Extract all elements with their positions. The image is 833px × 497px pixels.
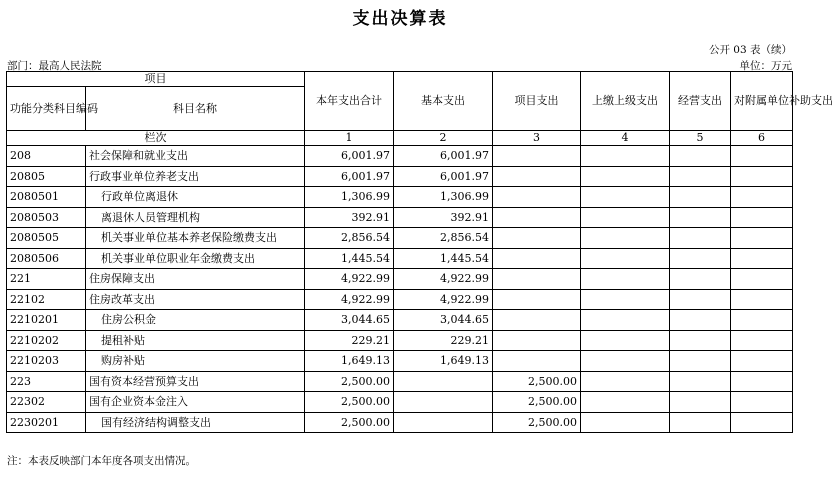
row-total: 4,922.99 [305,269,394,290]
row-project [493,166,581,187]
table-row [7,310,793,331]
row-project: 2,500.00 [493,392,581,413]
row-project [493,330,581,351]
row-subsidy [731,207,793,228]
index-label: 栏次 [7,131,305,146]
row-project [493,248,581,269]
row-total: 2,856.54 [305,228,394,249]
row-name: 住房公积金 [86,310,305,331]
header-business: 经营支出 [670,72,731,131]
row-project [493,146,581,167]
header-project: 项目支出 [493,72,581,131]
row-subsidy [731,248,793,269]
header-subsidy: 对附属单位补助支出 [731,72,793,131]
table-body [7,146,793,433]
row-remit [581,166,670,187]
row-remit [581,310,670,331]
row-project [493,187,581,208]
row-subsidy [731,330,793,351]
row-business [670,146,731,167]
row-remit [581,351,670,372]
row-code: 2080503 [7,207,86,228]
row-business [670,166,731,187]
row-basic: 1,649.13 [394,351,493,372]
row-code: 2080505 [7,228,86,249]
row-name: 机关事业单位基本养老保险缴费支出 [86,228,305,249]
row-name: 行政事业单位养老支出 [86,166,305,187]
row-project [493,207,581,228]
row-basic: 6,001.97 [394,166,493,187]
row-remit [581,248,670,269]
row-subsidy [731,187,793,208]
table-row [7,330,793,351]
row-basic: 229.21 [394,330,493,351]
row-name: 住房改革支出 [86,289,305,310]
table-row [7,228,793,249]
row-total: 1,306.99 [305,187,394,208]
table-row [7,371,793,392]
row-project [493,228,581,249]
row-total: 392.91 [305,207,394,228]
row-remit [581,330,670,351]
row-business [670,187,731,208]
row-project [493,289,581,310]
row-remit [581,269,670,290]
row-code: 2080501 [7,187,86,208]
row-name: 购房补贴 [86,351,305,372]
row-name: 机关事业单位职业年金缴费支出 [86,248,305,269]
row-remit [581,187,670,208]
header-remit: 上缴上级支出 [581,72,670,131]
row-name: 国有经济结构调整支出 [86,412,305,433]
header-project-group: 项目 [7,72,305,87]
row-basic [394,392,493,413]
table-row [7,412,793,433]
row-subsidy [731,371,793,392]
index-col: 3 [493,131,581,146]
row-subsidy [731,310,793,331]
header-total: 本年支出合计 [305,72,394,131]
row-basic: 392.91 [394,207,493,228]
table-row [7,166,793,187]
row-code: 221 [7,269,86,290]
row-name: 住房保障支出 [86,269,305,290]
row-name: 行政单位离退休 [86,187,305,208]
row-name: 国有企业资本金注入 [86,392,305,413]
row-business [670,289,731,310]
row-code: 208 [7,146,86,167]
row-basic: 6,001.97 [394,146,493,167]
row-total: 2,500.00 [305,371,394,392]
row-project: 2,500.00 [493,371,581,392]
table-row [7,187,793,208]
row-remit [581,228,670,249]
row-total: 6,001.97 [305,166,394,187]
expenditure-table [6,71,833,433]
row-subsidy [731,412,793,433]
row-total: 229.21 [305,330,394,351]
table-row [7,269,793,290]
row-business [670,412,731,433]
table-row [7,146,793,167]
row-basic: 1,445.54 [394,248,493,269]
row-business [670,228,731,249]
row-subsidy [731,289,793,310]
row-code: 20805 [7,166,86,187]
table-row [7,289,793,310]
row-business [670,392,731,413]
row-basic: 4,922.99 [394,269,493,290]
row-total: 1,445.54 [305,248,394,269]
index-col: 6 [731,131,793,146]
row-name: 社会保障和就业支出 [86,146,305,167]
row-code: 2210203 [7,351,86,372]
row-code: 22102 [7,289,86,310]
row-code: 22302 [7,392,86,413]
row-total: 6,001.97 [305,146,394,167]
index-col: 4 [581,131,670,146]
row-project [493,351,581,372]
row-remit [581,412,670,433]
row-remit [581,207,670,228]
table-row [7,392,793,413]
row-code: 2210201 [7,310,86,331]
row-business [670,207,731,228]
row-basic: 1,306.99 [394,187,493,208]
index-col: 1 [305,131,394,146]
header-basic: 基本支出 [394,72,493,131]
table-row [7,248,793,269]
index-col: 5 [670,131,731,146]
row-total: 1,649.13 [305,351,394,372]
row-code: 2210202 [7,330,86,351]
row-total: 4,922.99 [305,289,394,310]
row-remit [581,371,670,392]
row-business [670,269,731,290]
row-total: 3,044.65 [305,310,394,331]
row-subsidy [731,269,793,290]
header-name: 科目名称 [86,87,305,131]
row-basic: 4,922.99 [394,289,493,310]
row-business [670,310,731,331]
page-title: 支出决算表 [352,9,448,29]
row-basic: 3,044.65 [394,310,493,331]
row-subsidy [731,392,793,413]
row-subsidy [731,166,793,187]
row-business [670,330,731,351]
row-subsidy [731,228,793,249]
footnote: 注：本表反映部门本年度各项支出情况。 [7,455,196,467]
department-label: 部门：最高人民法院 [7,60,102,72]
form-number: 公开 03 表（续） [708,44,792,56]
row-basic [394,412,493,433]
row-remit [581,392,670,413]
row-subsidy [731,146,793,167]
row-name: 提租补贴 [86,330,305,351]
row-total: 2,500.00 [305,412,394,433]
row-subsidy [731,351,793,372]
unit-label: 单位：万元 [739,60,792,72]
row-remit [581,146,670,167]
index-col: 2 [394,131,493,146]
row-name: 国有资本经营预算支出 [86,371,305,392]
row-business [670,248,731,269]
table-row [7,351,793,372]
table-row [7,207,793,228]
row-code: 223 [7,371,86,392]
index-row [7,131,793,146]
row-basic: 2,856.54 [394,228,493,249]
row-project: 2,500.00 [493,412,581,433]
row-business [670,351,731,372]
row-remit [581,289,670,310]
row-total: 2,500.00 [305,392,394,413]
row-business [670,371,731,392]
row-basic [394,371,493,392]
header-code: 功能分类科目编码 [7,87,86,131]
row-code: 2230201 [7,412,86,433]
row-code: 2080506 [7,248,86,269]
row-name: 离退休人员管理机构 [86,207,305,228]
row-project [493,310,581,331]
row-project [493,269,581,290]
